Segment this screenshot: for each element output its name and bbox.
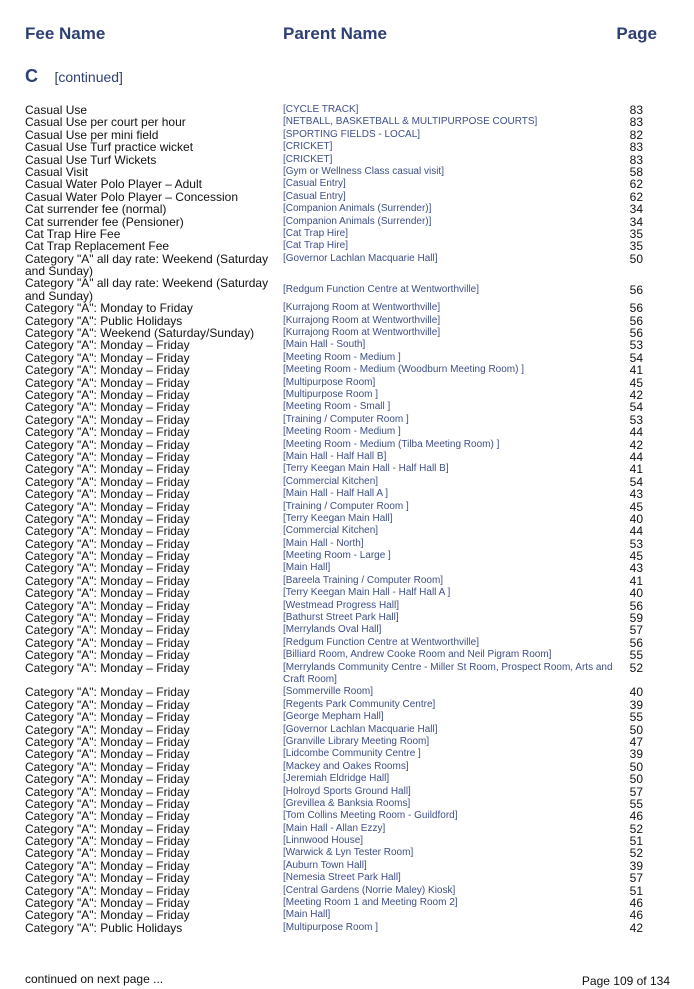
page-cell: 35	[629, 226, 643, 241]
parent-name-cell: [Meeting Room - Medium (Tilba Meeting Room) ]	[283, 438, 500, 450]
table-row	[0, 253, 694, 278]
page-cell: 34	[629, 202, 643, 217]
fee-name-cell: Category "A": Monday to Friday	[25, 301, 193, 316]
fee-name-cell: Cat surrender fee (normal)	[25, 202, 167, 217]
parent-name-cell: [Central Gardens (Norrie Maley) Kiosk]	[283, 884, 456, 896]
fee-name-cell: Category "A": Monday – Friday	[25, 821, 190, 836]
fee-name-cell: Casual Use	[25, 103, 88, 117]
fee-name-cell: Category "A": Monday – Friday	[25, 350, 190, 365]
parent-name-cell: [Bareela Training / Computer Room]	[283, 574, 444, 586]
table-row	[0, 909, 694, 921]
page-cell: 55	[629, 710, 643, 725]
table-row	[0, 154, 694, 166]
fee-name-cell: Category "A": Monday – Friday	[25, 573, 190, 588]
page-cell: 58	[629, 164, 643, 179]
fee-name-cell: Category "A": Monday – Friday	[25, 846, 190, 861]
page-cell: 82	[629, 127, 643, 142]
parent-name-cell: [Auburn Town Hall]	[283, 859, 367, 871]
parent-name-cell: [Main Hall]	[283, 909, 331, 921]
table-row	[0, 525, 694, 537]
parent-name-cell: [Companion Animals (Surrender)]	[283, 215, 432, 227]
page-cell: 53	[629, 412, 643, 427]
fee-name-cell: Category "A": Monday – Friday	[25, 586, 190, 601]
page-cell: 42	[629, 920, 643, 935]
table-row	[0, 587, 694, 599]
fee-name-cell: Category "A": Monday – Friday	[25, 536, 190, 551]
parent-name-cell: [Terry Keegan Main Hall - Half Hall A ]	[283, 587, 451, 599]
page-cell: 53	[629, 536, 643, 551]
parent-name-cell: [Main Hall - Half Hall B]	[283, 450, 387, 462]
fee-name-cell: Cat Trap Replacement Fee	[25, 239, 170, 254]
table-row	[0, 401, 694, 413]
page-cell: 43	[629, 487, 643, 502]
fee-name-cell: Category "A": Monday – Friday	[25, 784, 190, 799]
page-cell: 40	[629, 586, 643, 601]
page-cell: 45	[629, 549, 643, 564]
page-cell: 55	[629, 796, 643, 811]
parent-name-cell: [Kurrajong Room at Wentworthville]	[283, 302, 441, 314]
parent-name-cell: [Meeting Room - Medium ]	[283, 426, 401, 438]
fee-name-cell: Category "A": Monday – Friday	[25, 437, 190, 452]
fee-name-cell: Category "A": Monday – Friday	[25, 623, 190, 638]
page-cell: 56	[629, 301, 643, 316]
parent-name-cell: [Cat Trap Hire]	[283, 227, 349, 239]
table-row	[0, 711, 694, 723]
table-row	[0, 203, 694, 215]
section-heading	[25, 66, 123, 87]
page-cell: 39	[629, 697, 643, 712]
fee-name-cell: Category "A": Monday – Friday	[25, 697, 190, 712]
parent-name-cell: [Kurrajong Room at Wentworthville]	[283, 327, 441, 339]
parent-name-cell: [Billiard Room, Andrew Cooke Room and Neil Pigram Room]	[283, 649, 552, 661]
page-cell: 54	[629, 400, 643, 415]
continued-note: continued on next page ...	[25, 972, 164, 986]
table-row	[0, 277, 694, 302]
fee-name-cell: Casual Water Polo Player – Adult	[25, 177, 202, 192]
table-row	[0, 339, 694, 351]
parent-name-cell: [Meeting Room - Medium ]	[283, 351, 401, 363]
page-cell: 54	[629, 474, 643, 489]
page-cell: 35	[629, 239, 643, 254]
parent-name-cell: [Main Hall - North]	[283, 537, 364, 549]
parent-name-cell: [Meeting Room - Medium (Woodburn Meeting Room) ]	[283, 364, 525, 376]
page-cell: 83	[629, 103, 643, 117]
table-row	[0, 488, 694, 500]
fee-name-cell: Category "A": Weekend (Saturday/Sunday)	[25, 326, 255, 341]
parent-name-cell: [Terry Keegan Main Hall - Half Hall B]	[283, 463, 449, 475]
fee-name-cell: Category "A": Monday – Friday	[25, 412, 190, 427]
table-row	[0, 364, 694, 376]
parent-name-cell: [Meeting Room - Small ]	[283, 401, 391, 413]
fee-name-cell: Category "A": Public Holidays	[25, 313, 183, 328]
fee-table	[0, 104, 694, 934]
parent-name-cell: [Westmead Progress Hall]	[283, 599, 399, 611]
parent-name-cell: [Nemesia Street Park Hall]	[283, 872, 401, 884]
page-cell: 55	[629, 648, 643, 663]
parent-name-cell: [Linnwood House]	[283, 835, 364, 847]
parent-name-cell: [Regents Park Community Centre]	[283, 698, 436, 710]
parent-name-cell: [George Mepham Hall]	[283, 711, 384, 723]
page-cell: 52	[629, 846, 643, 861]
parent-name-cell: [Warwick & Lyn Tester Room]	[283, 847, 414, 859]
fee-name-cell: Category "A": Monday – Friday	[25, 734, 190, 749]
page-cell: 62	[629, 177, 643, 192]
table-row	[0, 810, 694, 822]
table-row	[0, 116, 694, 128]
table-row	[0, 662, 694, 687]
table-row	[0, 872, 694, 884]
parent-name-cell: [Companion Animals (Surrender)]	[283, 203, 432, 215]
fee-name-cell: Category "A": Monday – Friday	[25, 524, 190, 539]
page-cell: 56	[629, 313, 643, 328]
section-continued-label: [continued]	[54, 69, 123, 85]
fee-name-cell: Category "A": Monday – Friday	[25, 759, 190, 774]
fee-name-cell: Category "A": Monday – Friday	[25, 796, 190, 811]
fee-name-cell: Category "A" all day rate: Weekend (Saturday and Sunday)	[25, 276, 269, 303]
fee-name-cell: Category "A": Monday – Friday	[25, 896, 190, 911]
page-cell: 51	[629, 883, 643, 898]
fee-name-cell: Category "A": Monday – Friday	[25, 425, 190, 440]
parent-name-cell: [Redgum Function Centre at Wentworthville]	[283, 636, 480, 648]
parent-name-cell: [Tom Collins Meeting Room - Guildford]	[283, 810, 458, 822]
page-cell: 54	[629, 350, 643, 365]
page-cell: 40	[629, 511, 643, 526]
page-cell: 46	[629, 908, 643, 923]
table-row	[0, 773, 694, 785]
page-cell: 56	[629, 635, 643, 650]
parent-name-cell: [Training / Computer Room ]	[283, 500, 409, 512]
fee-name-cell: Cat surrender fee (Pensioner)	[25, 214, 184, 229]
parent-name-cell: [Training / Computer Room ]	[283, 413, 409, 425]
parent-name-cell: [CRICKET]	[283, 141, 333, 153]
parent-name-cell: [Merrylands Oval Hall]	[283, 624, 382, 636]
page-cell: 50	[629, 772, 643, 787]
parent-name-cell: [Casual Entry]	[283, 190, 346, 202]
parent-name-cell: [Kurrajong Room at Wentworthville]	[283, 314, 441, 326]
fee-name-cell: Casual Use per mini field	[25, 127, 159, 142]
parent-name-cell: [Holroyd Sports Ground Hall]	[283, 785, 411, 797]
fee-name-cell: Category "A": Monday – Friday	[25, 858, 190, 873]
parent-name-cell: [Commercial Kitchen]	[283, 475, 379, 487]
parent-name-cell: [Governor Lachlan Macquarie Hall]	[283, 252, 438, 264]
page-cell: 39	[629, 747, 643, 762]
fee-name-cell: Category "A": Monday – Friday	[25, 449, 190, 464]
table-row	[0, 302, 694, 314]
column-header-parent-name: Parent Name	[283, 24, 387, 43]
table-row	[0, 426, 694, 438]
fee-name-cell: Category "A": Monday – Friday	[25, 871, 190, 886]
page-cell: 83	[629, 140, 643, 155]
fee-name-cell: Casual Use per court per hour	[25, 115, 186, 130]
fee-name-cell: Category "A": Monday – Friday	[25, 474, 190, 489]
fee-name-cell: Category "A": Monday – Friday	[25, 772, 190, 787]
table-row	[0, 240, 694, 252]
fee-name-cell: Category "A": Monday – Friday	[25, 375, 190, 390]
parent-name-cell: [CRICKET]	[283, 153, 333, 165]
parent-name-cell: [Multipurpose Room]	[283, 376, 376, 388]
fee-name-cell: Category "A": Monday – Friday	[25, 883, 190, 898]
table-row	[0, 922, 694, 934]
page-cell: 53	[629, 338, 643, 353]
parent-name-cell: [Gym or Wellness Class casual visit]	[283, 165, 444, 177]
fee-name-cell: Category "A": Monday – Friday	[25, 908, 190, 923]
parent-name-cell: [Multipurpose Room ]	[283, 921, 379, 933]
fee-name-cell: Category "A": Monday – Friday	[25, 549, 190, 564]
page-cell: 43	[629, 561, 643, 576]
parent-name-cell: [Multipurpose Room ]	[283, 389, 379, 401]
table-row	[0, 649, 694, 661]
parent-name-cell: [NETBALL, BASKETBALL & MULTIPURPOSE COURTS]	[283, 116, 538, 128]
page-cell: 44	[629, 524, 643, 539]
page-cell: 34	[629, 214, 643, 229]
page-cell: 39	[629, 858, 643, 873]
parent-name-cell: [Cat Trap Hire]	[283, 240, 349, 252]
fee-name-cell: Casual Water Polo Player – Concession	[25, 189, 238, 204]
page-cell: 41	[629, 462, 643, 477]
page-cell: 42	[629, 437, 643, 452]
page-cell: 44	[629, 425, 643, 440]
fee-name-cell: Category "A": Monday – Friday	[25, 611, 190, 626]
column-header-page: Page	[616, 24, 657, 43]
parent-name-cell: [Meeting Room - Large ]	[283, 550, 391, 562]
fee-name-cell: Casual Use Turf practice wicket	[25, 140, 194, 155]
page-cell: 45	[629, 375, 643, 390]
parent-name-cell: [Main Hall - Half Hall A ]	[283, 488, 389, 500]
page-cell: 42	[629, 388, 643, 403]
fee-name-cell: Category "A": Monday – Friday	[25, 338, 190, 353]
parent-name-cell: [Terry Keegan Main Hall]	[283, 512, 393, 524]
page-number: Page 109 of 134	[581, 974, 670, 988]
parent-name-cell: [Grevillea & Banksia Rooms]	[283, 797, 411, 809]
fee-name-cell: Category "A": Monday – Friday	[25, 834, 190, 849]
fee-name-cell: Category "A": Monday – Friday	[25, 648, 190, 663]
page-cell: 83	[629, 115, 643, 130]
page-cell: 40	[629, 685, 643, 700]
fee-name-cell: Category "A": Monday – Friday	[25, 388, 190, 403]
fee-name-cell: Casual Visit	[25, 164, 89, 179]
parent-name-cell: [CYCLE TRACK]	[283, 104, 359, 115]
parent-name-cell: [Casual Entry]	[283, 178, 346, 190]
fee-name-cell: Category "A": Monday – Friday	[25, 635, 190, 650]
page-cell: 62	[629, 189, 643, 204]
page-cell: 47	[629, 734, 643, 749]
page-cell: 50	[629, 759, 643, 774]
fee-name-cell: Category "A": Public Holidays	[25, 920, 183, 935]
fee-name-cell: Category "A": Monday – Friday	[25, 710, 190, 725]
page-cell: 50	[629, 251, 643, 266]
column-header-fee-name: Fee Name	[25, 24, 106, 43]
page-cell: 57	[629, 623, 643, 638]
page-cell: 83	[629, 152, 643, 167]
parent-name-cell: [Bathurst Street Park Hall]	[283, 612, 399, 624]
fee-name-cell: Category "A": Monday – Friday	[25, 660, 190, 675]
page-cell: 46	[629, 896, 643, 911]
fee-name-cell: Casual Use Turf Wickets	[25, 152, 157, 167]
page-cell: 56	[629, 598, 643, 613]
fee-name-cell: Category "A": Monday – Friday	[25, 400, 190, 415]
parent-name-cell: [Granville Library Meeting Room]	[283, 735, 430, 747]
page-cell: 41	[629, 363, 643, 378]
parent-name-cell: [Merrylands Community Centre - Miller St Room, Prospect Room, Arts and Craft Room]	[283, 661, 613, 686]
table-row	[0, 178, 694, 190]
page-cell: 41	[629, 573, 643, 588]
page-cell: 44	[629, 449, 643, 464]
page-cell: 59	[629, 611, 643, 626]
parent-name-cell: [Mackey and Oakes Rooms]	[283, 760, 409, 772]
section-letter: C	[25, 66, 38, 86]
fee-name-cell: Category "A": Monday – Friday	[25, 363, 190, 378]
parent-name-cell: [SPORTING FIELDS - LOCAL]	[283, 128, 421, 140]
table-row	[0, 141, 694, 153]
page-cell: 52	[629, 660, 643, 675]
parent-name-cell: [Redgum Function Centre at Wentworthville]	[283, 283, 480, 295]
fee-name-cell: Category "A" all day rate: Weekend (Saturday and Sunday)	[25, 251, 269, 279]
fee-name-cell: Category "A": Monday – Friday	[25, 511, 190, 526]
page-cell: 56	[629, 326, 643, 341]
fee-name-cell: Category "A": Monday – Friday	[25, 462, 190, 477]
fee-name-cell: Category "A": Monday – Friday	[25, 598, 190, 613]
fee-name-cell: Category "A": Monday – Friday	[25, 499, 190, 514]
parent-name-cell: [Main Hall - South]	[283, 339, 366, 351]
parent-name-cell: [Meeting Room 1 and Meeting Room 2]	[283, 897, 458, 909]
table-row	[0, 624, 694, 636]
fee-name-cell: Category "A": Monday – Friday	[25, 747, 190, 762]
page-cell: 45	[629, 499, 643, 514]
fee-name-cell: Category "A": Monday – Friday	[25, 722, 190, 737]
page-cell: 57	[629, 871, 643, 886]
fee-name-cell: Category "A": Monday – Friday	[25, 561, 190, 576]
fee-name-cell: Category "A": Monday – Friday	[25, 685, 190, 700]
parent-name-cell: [Sommerville Room]	[283, 686, 374, 698]
page-cell: 57	[629, 784, 643, 799]
parent-name-cell: [Governor Lachlan Macquarie Hall]	[283, 723, 438, 735]
parent-name-cell: [Main Hall]	[283, 562, 331, 574]
fee-name-cell: Cat Trap Hire Fee	[25, 226, 121, 241]
parent-name-cell: [Commercial Kitchen]	[283, 525, 379, 537]
page-cell: 52	[629, 821, 643, 836]
table-row	[0, 748, 694, 760]
page-cell: 50	[629, 722, 643, 737]
table-row	[0, 686, 694, 698]
table-row	[0, 463, 694, 475]
parent-name-cell: [Jeremiah Eldridge Hall]	[283, 773, 390, 785]
page-cell: 51	[629, 834, 643, 849]
parent-name-cell: [Lidcombe Community Centre ]	[283, 748, 421, 760]
parent-name-cell: [Main Hall - Allan Ezzy]	[283, 822, 386, 834]
page-cell: 56	[629, 282, 643, 297]
fee-name-cell: Category "A": Monday – Friday	[25, 809, 190, 824]
page-cell: 46	[629, 809, 643, 824]
fee-name-cell: Category "A": Monday – Friday	[25, 487, 190, 502]
